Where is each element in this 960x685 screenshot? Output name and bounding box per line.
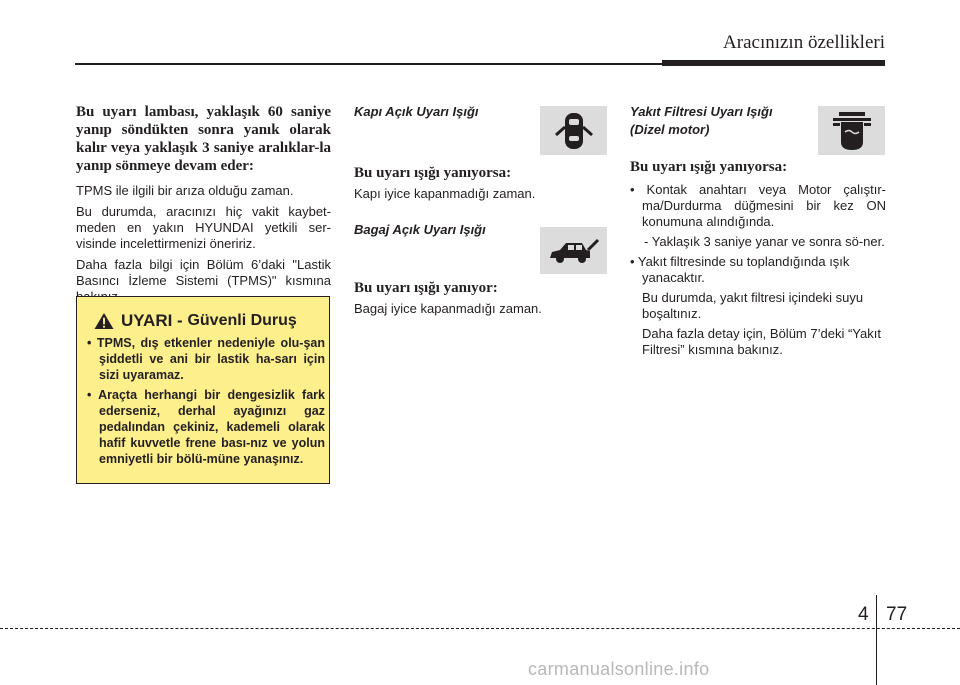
header-title: Aracınızın özellikleri <box>723 32 885 53</box>
fuel-filter-title: Yakıt Filtresi Uyarı Işığı <box>630 104 773 119</box>
fuel-filter-list-2 <box>630 254 886 286</box>
fuel-filter-bullet-2: • Yakıt filtresinde su toplandığında ışık yanacaktır. <box>630 254 850 285</box>
trunk-warning-heading: Bu uyarı ışığı yanıyor: <box>354 280 498 296</box>
chapter-number: 4 <box>858 604 869 625</box>
warning-prefix: UYARI - <box>121 311 188 330</box>
page-number: 77 <box>886 604 908 625</box>
page-number-divider <box>876 595 877 685</box>
warning-item: • TPMS, dış etkenler nedeniyle olu-şan şiddetli ve ani bir lastik ha-sarı için sizi uyaramaz. <box>87 336 325 382</box>
door-icon-box <box>540 106 607 155</box>
fuel-filter-icon-box <box>818 106 885 155</box>
fuel-filter-bullet-1: • Kontak anahtarı veya Motor çalıştır-ma/Durdurma düğmesini bir kez ON konumuna alındığında. <box>630 182 886 229</box>
fuel-filter-icon <box>829 110 875 152</box>
warning-title-text: Güvenli Duruş <box>187 312 297 329</box>
tpms-paragraph-1: TPMS ile ilgili bir arıza olduğu zaman. <box>76 183 294 198</box>
tpms-heading: Bu uyarı lambası, yaklaşık 60 saniye yanıp söndükten sonra yanık olarak kalır veya yaklaşık 3 saniye aralıklar-la yanıp sönmeye devam eder: <box>76 104 331 174</box>
door-warning-title: Kapı Açık Uyarı Işığı <box>354 104 479 119</box>
header-rule-accent <box>662 60 885 66</box>
tpms-paragraph-2: Bu durumda, aracınızı hiç vakit kaybet-meden en yakın HYUNDAI yetkili ser-visinde incelettirmenizi öneririz. <box>76 204 331 251</box>
door-open-icon <box>549 110 599 152</box>
fuel-filter-subtitle: (Dizel motor) <box>630 122 710 137</box>
fuel-filter-list <box>630 182 886 230</box>
fuel-filter-sub-1: - Yaklaşık 3 saniye yanar ve sonra sö-ner. <box>644 234 885 249</box>
trunk-icon-box <box>540 227 607 274</box>
warning-list <box>87 335 325 471</box>
trunk-open-icon <box>546 234 602 268</box>
footer-divider <box>0 628 960 629</box>
trunk-warning-text: Bagaj iyice kapanmadığı zaman. <box>354 301 542 316</box>
tpms-paragraph-3: Daha fazla bilgi için Bölüm 6’daki "Lastik Basıncı İzleme Sistemi (TPMS)" kısmına <box>76 257 331 288</box>
trunk-warning-title: Bagaj Açık Uyarı Işığı <box>354 222 486 237</box>
door-warning-text: Kapı iyice kapanmadığı zaman. <box>354 186 536 201</box>
fuel-filter-indent-1: Bu durumda, yakıt filtresi içindeki suyu boşaltınız. <box>642 290 864 321</box>
fuel-filter-heading: Bu uyarı ışığı yanıyorsa: <box>630 159 788 175</box>
header-rule <box>75 63 665 65</box>
warning-triangle-icon <box>93 312 115 330</box>
warning-item: • Araçta herhangi bir dengesizlik fark ederseniz, derhal ayağınızı gaz pedalından çekiniz, kademeli olarak hafif kuvvetle frene bası-nız ve yolun emniyetli bir bölü-müne yanaşınız. <box>87 388 325 466</box>
warning-box <box>76 296 330 484</box>
fuel-filter-indent-2: Daha fazla detay için, Bölüm 7’deki “Yakıt Filtresi” kısmına bakınız. <box>642 326 881 357</box>
column-1 <box>76 103 331 310</box>
watermark: carmanualsonline.info <box>528 659 710 679</box>
door-warning-heading: Bu uyarı ışığı yanıyorsa: <box>354 165 512 181</box>
warning-title <box>93 311 297 331</box>
